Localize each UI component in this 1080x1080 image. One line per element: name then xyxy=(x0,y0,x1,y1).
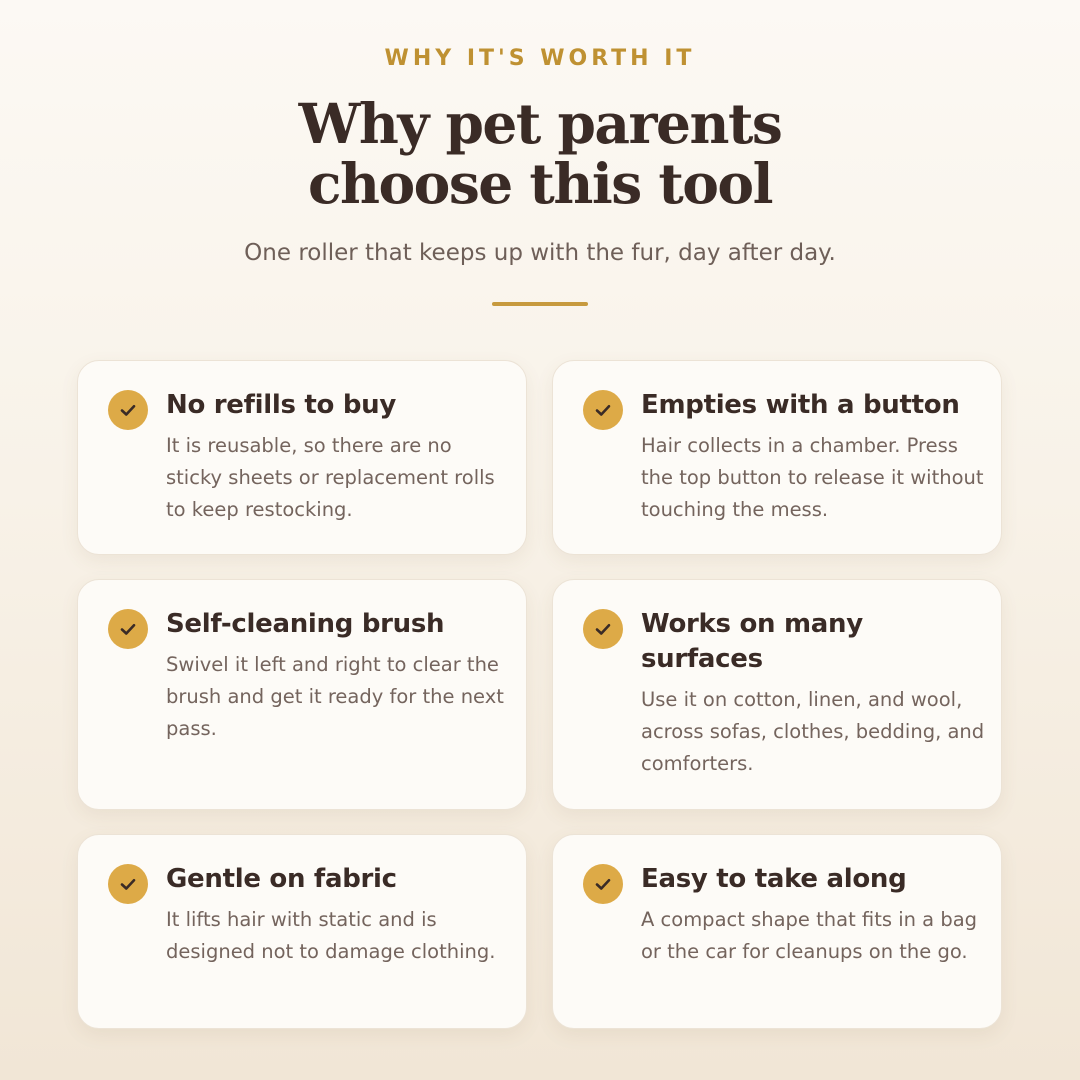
feature-card-easy-take-along xyxy=(552,834,1002,1029)
feature-description: It lifts hair with static and is designed not to damage clothing. xyxy=(166,908,496,963)
feature-description: Hair collects in a chamber. Press the top button to release it without touching the mess. xyxy=(641,434,984,521)
feature-card-many-surfaces xyxy=(552,579,1002,810)
feature-title: Easy to take along xyxy=(641,864,907,894)
feature-title: Self-cleaning brush xyxy=(166,609,445,639)
feature-description: A compact shape that fits in a bag or the car for cleanups on the go. xyxy=(641,908,978,963)
check-icon xyxy=(108,864,148,904)
check-icon xyxy=(583,390,623,430)
feature-title: Gentle on fabric xyxy=(166,864,397,894)
accent-divider xyxy=(492,302,588,306)
feature-card-self-cleaning xyxy=(77,579,527,810)
page-title-line-1: Why pet parents xyxy=(298,91,782,156)
check-icon xyxy=(108,609,148,649)
feature-card-gentle-fabric xyxy=(77,834,527,1029)
feature-title: No refills to buy xyxy=(166,390,397,420)
feature-title: Empties with a button xyxy=(641,390,960,420)
feature-title: Works on many surfaces xyxy=(641,609,863,674)
check-icon xyxy=(108,390,148,430)
page-title-line-2: choose this tool xyxy=(307,151,773,216)
feature-description: Swivel it left and right to clear the brush and get it ready for the next pass. xyxy=(166,653,504,740)
check-icon xyxy=(583,864,623,904)
feature-card-no-refills xyxy=(77,360,527,555)
page-subtitle: One roller that keeps up with the fur, day after day. xyxy=(244,240,836,266)
check-icon xyxy=(583,609,623,649)
feature-description: It is reusable, so there are no sticky sheets or replacement rolls to keep restocking. xyxy=(166,434,495,521)
page-title xyxy=(0,91,1080,216)
section-eyebrow: WHY IT'S WORTH IT xyxy=(384,46,696,71)
feature-card-empties-button xyxy=(552,360,1002,555)
feature-description: Use it on cotton, linen, and wool, across sofas, clothes, bedding, and comforters. xyxy=(641,688,985,775)
